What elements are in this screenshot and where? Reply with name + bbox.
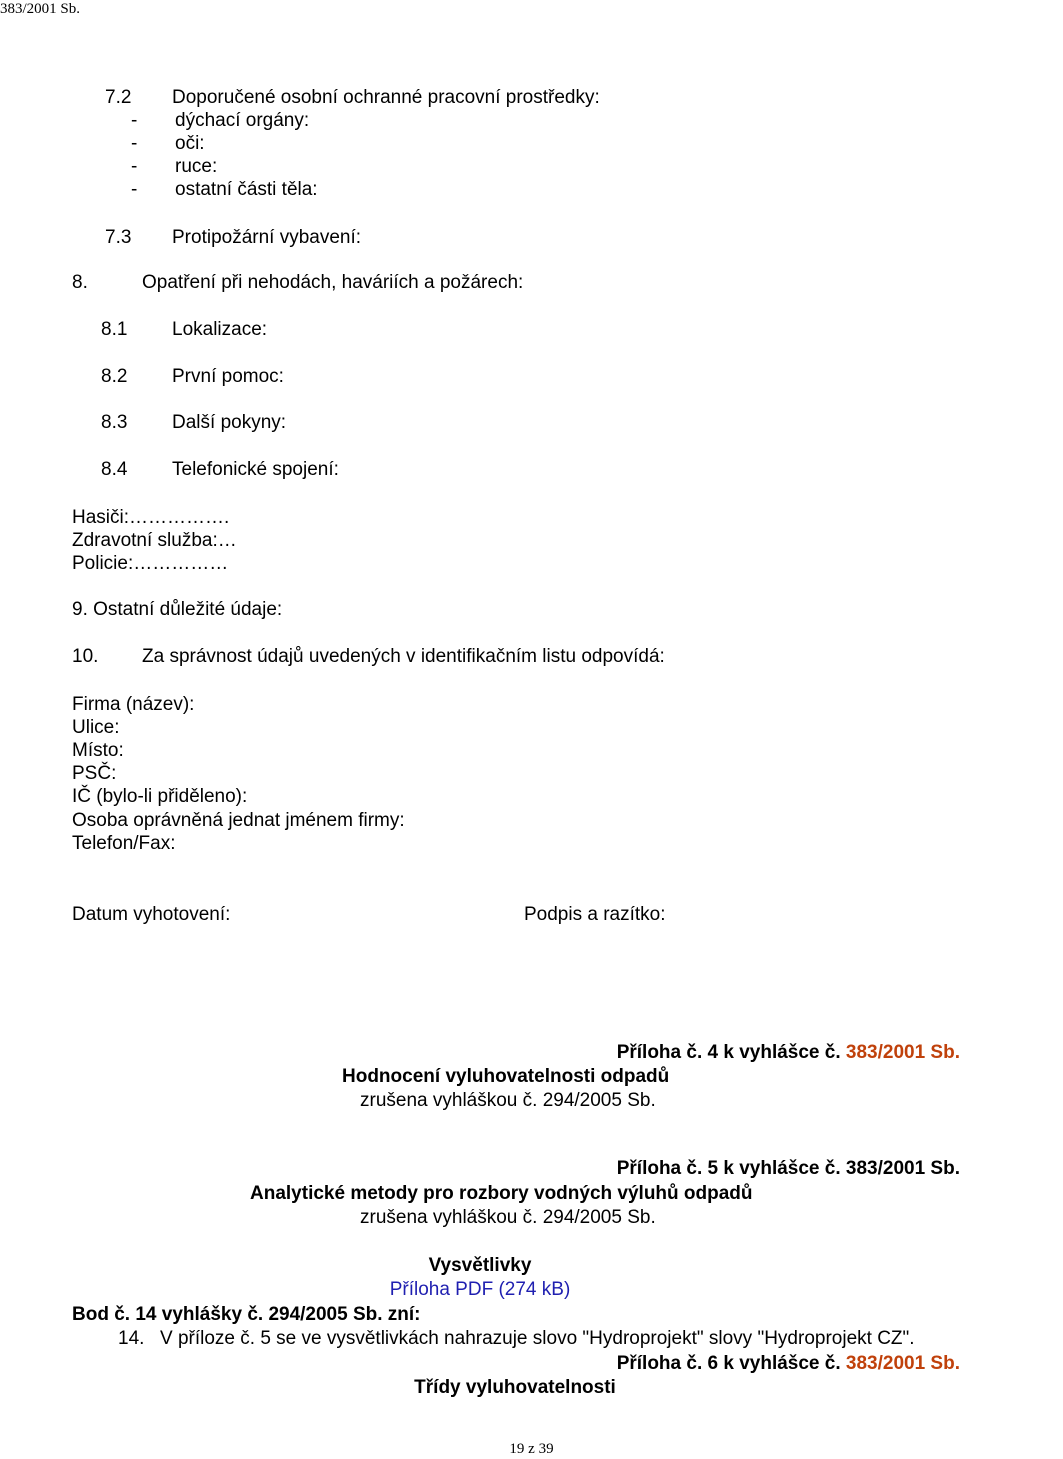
law-link[interactable]: 383/2001 Sb. — [845, 1042, 960, 1063]
list-item-dash: - — [131, 133, 138, 154]
section-8-title: Opatření při nehodách, haváriích a požárech: — [142, 272, 524, 293]
list-item-dash: - — [131, 156, 138, 177]
contact-fire: Hasiči:……………. — [72, 507, 230, 528]
appendix-5-heading: Příloha č. 5 k vyhlášce č. 383/2001 Sb. — [616, 1158, 960, 1179]
section-7-2-number: 7.2 — [105, 87, 132, 108]
appendix-6-title: Třídy vyluhovatelnosti — [414, 1377, 616, 1398]
appendix-5-title: Analytické metody pro rozbory vodných výluhů odpadů — [250, 1183, 753, 1204]
section-8-1-title: Lokalizace: — [172, 319, 268, 340]
section-7-2-title: Doporučené osobní ochranné pracovní prostředky: — [172, 87, 600, 108]
section-8-3-title: Další pokyny: — [172, 412, 287, 433]
section-10-number: 10. — [72, 646, 99, 667]
section-7-3-number: 7.3 — [105, 227, 132, 248]
field-authorized-person: Osoba oprávněná jednat jménem firmy: — [72, 810, 405, 831]
list-item-dash: - — [131, 110, 138, 131]
amendment-heading: Bod č. 14 vyhlášky č. 294/2005 Sb. zní: — [72, 1304, 421, 1325]
section-8-2-number: 8.2 — [101, 366, 128, 387]
list-item: ruce: — [175, 156, 218, 177]
appendix-5-note: zrušena vyhláškou č. 294/2005 Sb. — [360, 1207, 656, 1228]
section-8-1-number: 8.1 — [101, 319, 128, 340]
field-street: Ulice: — [72, 717, 120, 738]
section-9-title: 9. Ostatní důležité údaje: — [72, 599, 283, 620]
section-8-4-title: Telefonické spojení: — [172, 459, 339, 480]
section-8-number: 8. — [72, 272, 88, 293]
appendix-6-heading — [617, 1354, 960, 1373]
section-10-title: Za správnost údajů uvedených v identifikačním listu odpovídá: — [142, 646, 665, 667]
explanations-title: Vysvětlivky — [428, 1255, 532, 1276]
list-item: dýchací orgány: — [175, 110, 310, 131]
appendix-4-note: zrušena vyhláškou č. 294/2005 Sb. — [360, 1090, 656, 1111]
list-item: oči: — [175, 133, 205, 154]
amendment-item-number: 14. — [118, 1328, 145, 1349]
section-8-3-number: 8.3 — [101, 412, 128, 433]
section-7-3-title: Protipožární vybavení: — [172, 227, 362, 248]
law-link[interactable]: 383/2001 Sb. — [845, 1353, 960, 1374]
appendix-6-title-clipped — [0, 1377, 960, 1398]
page-number: 19 z 39 — [509, 1441, 554, 1457]
signature-label: Podpis a razítko: — [524, 904, 666, 925]
field-postcode: PSČ: — [72, 763, 117, 784]
section-8-2-title: První pomoc: — [172, 366, 284, 387]
section-8-4-number: 8.4 — [101, 459, 128, 480]
field-company-id: IČ (bylo-li přiděleno): — [72, 786, 248, 807]
list-item-dash: - — [131, 179, 138, 200]
list-item: ostatní části těla: — [175, 179, 318, 200]
appendix-4-title: Hodnocení vyluhovatelnosti odpadů — [342, 1066, 670, 1087]
appendix-4-heading — [617, 1043, 960, 1062]
contact-ambulance: Zdravotní služba:… — [72, 530, 237, 551]
amendment-item-text: V příloze č. 5 se ve vysvětlivkách nahrazuje slovo "Hydroprojekt" slovy "Hydroprojekt CZ". — [160, 1328, 915, 1349]
pdf-attachment-link[interactable]: Příloha PDF (274 kB) — [389, 1279, 571, 1300]
field-place: Místo: — [72, 740, 124, 761]
field-firm-name: Firma (název): — [72, 694, 195, 715]
field-phone-fax: Telefon/Fax: — [72, 833, 176, 854]
document-reference: 383/2001 Sb. — [0, 1, 81, 17]
contact-police: Policie:…………… — [72, 553, 229, 574]
date-label: Datum vyhotovení: — [72, 904, 231, 925]
appendix-4-prefix: Příloha č. 4 k vyhlášce č. — [616, 1042, 841, 1063]
appendix-6-prefix: Příloha č. 6 k vyhlášce č. — [616, 1353, 841, 1374]
